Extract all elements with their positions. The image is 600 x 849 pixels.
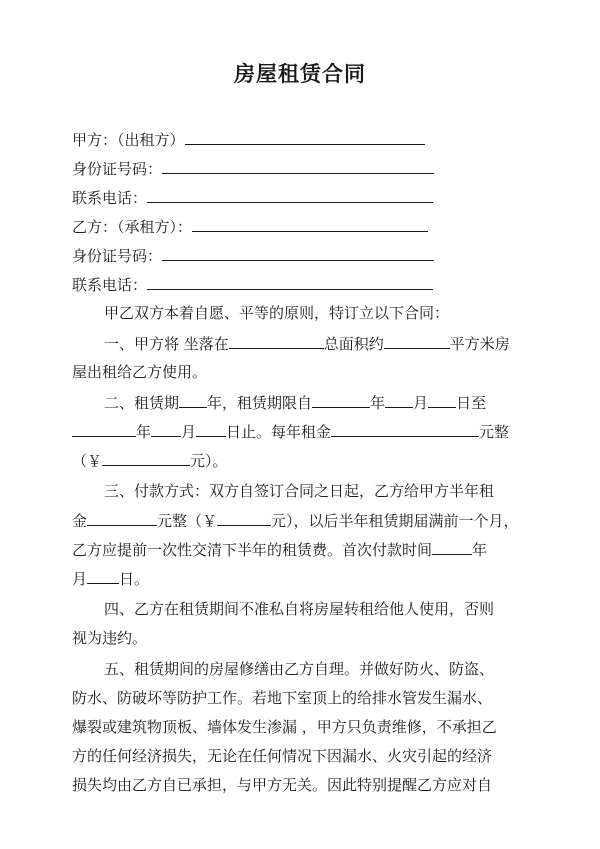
- clause-4-line-2: 视为违约。: [72, 629, 148, 647]
- half-year-rent-amount-blank[interactable]: [217, 509, 271, 526]
- id-a-blank[interactable]: [162, 157, 434, 174]
- phone-b-label: 联系电话：: [72, 276, 148, 294]
- party-a-label: 甲方：（出租方）: [72, 131, 185, 149]
- end-year-blank[interactable]: [72, 420, 136, 437]
- contract-title: 房屋租赁合同: [234, 61, 366, 86]
- end-month-blank[interactable]: [151, 420, 181, 437]
- id-a-label: 身份证号码：: [72, 160, 163, 178]
- location-blank[interactable]: [229, 332, 324, 349]
- clause-2-text-e: 日至: [456, 394, 487, 412]
- area-blank[interactable]: [384, 332, 450, 349]
- clause-3-line-2: [72, 509, 519, 532]
- id-b-line: [72, 244, 434, 267]
- clause-1-text-a: 一、甲方将 坐落在: [104, 335, 229, 353]
- clause-5-line-4: 方的任何经济损失，无论在任何情况下因漏水、火灾引起的经济: [72, 747, 493, 765]
- clause-5-line-2: 防水、防破坏等防护工作。若地下室顶上的给排水管发生漏水、: [72, 689, 493, 707]
- half-year-rent-blank[interactable]: [87, 509, 157, 526]
- clause-3-text-h: 日。: [119, 570, 150, 588]
- clause-2-text-i: 元整: [479, 423, 510, 441]
- clause-3-text-d: 元），以后半年租赁期届满前一个月，: [271, 512, 519, 530]
- clause-5-line-5: 损失均由乙方自已承担，与甲方无关。因此特别提醒乙方应对自: [72, 776, 493, 794]
- clause-3-line-1: 三、付款方式：双方自签订合同之日起，乙方给甲方半年租: [104, 482, 495, 500]
- clause-3-text-f: 年: [472, 541, 488, 559]
- clause-1-line-2: 屋出租给乙方使用。: [72, 363, 208, 381]
- party-b-line: [72, 215, 428, 238]
- clause-1-line-1: [104, 332, 510, 355]
- clause-2-line-1: [104, 391, 486, 414]
- phone-a-label: 联系电话：: [72, 189, 148, 207]
- lease-years-blank[interactable]: [179, 391, 207, 408]
- party-b-label: 乙方：（承租方）：: [72, 218, 193, 236]
- clause-2-text-b: 年，租赁期限自: [207, 394, 313, 412]
- clause-1-text-c: 平方米房: [449, 335, 510, 353]
- phone-b-line: [72, 273, 433, 296]
- phone-a-blank[interactable]: [147, 186, 433, 203]
- clause-2-text-k: 元）。: [190, 452, 228, 470]
- clause-3-text-e: 乙方应提前一次性交清下半年的租赁费。首次付款时间: [72, 541, 433, 559]
- clause-4-line-1: 四、乙方在租赁期间不准私自将房屋转租给他人使用，否则: [104, 600, 495, 618]
- start-month-blank[interactable]: [385, 391, 413, 408]
- annual-rent-blank[interactable]: [331, 420, 479, 437]
- phone-b-blank[interactable]: [147, 273, 433, 290]
- clause-2-text-g: 月: [181, 423, 197, 441]
- clause-2-line-2: [72, 420, 509, 443]
- phone-a-line: [72, 186, 433, 209]
- clause-2-text-d: 月: [413, 394, 429, 412]
- end-day-blank[interactable]: [196, 420, 226, 437]
- clause-2-text-a: 二、租赁期: [104, 394, 180, 412]
- clause-2-text-h: 日止。每年租金: [226, 423, 332, 441]
- clause-5-line-1: 五、租赁期间的房屋修缮由乙方自理。并做好防火、防盗、: [104, 660, 495, 678]
- clause-2-text-c: 年: [370, 394, 386, 412]
- annual-rent-amount-blank[interactable]: [102, 449, 190, 466]
- first-pay-month-blank[interactable]: [87, 567, 119, 584]
- clause-3-line-3: [72, 538, 487, 561]
- clause-1-text-b: 总面积约: [323, 335, 384, 353]
- start-day-blank[interactable]: [428, 391, 456, 408]
- party-a-blank[interactable]: [185, 128, 425, 145]
- clause-3-text-g: 月: [72, 570, 88, 588]
- first-pay-year-blank[interactable]: [432, 538, 472, 555]
- party-a-line: [72, 128, 425, 151]
- clause-2-text-f: 年: [136, 423, 152, 441]
- start-year-blank[interactable]: [312, 391, 370, 408]
- id-b-label: 身份证号码：: [72, 247, 163, 265]
- id-b-blank[interactable]: [162, 244, 434, 261]
- clause-2-line-3: [72, 449, 228, 472]
- clause-3-text-b: 金: [72, 512, 88, 530]
- clause-3-text-c: 元整（￥: [157, 512, 218, 530]
- party-b-blank[interactable]: [192, 215, 428, 232]
- clause-2-text-j: （￥: [72, 452, 103, 470]
- clause-3-line-4: [72, 567, 149, 590]
- id-a-line: [72, 157, 434, 180]
- intro-line: 甲乙双方本着自愿、平等的原则，特订立以下合同：: [104, 304, 450, 322]
- clause-5-line-3: 爆裂或建筑物顶板、墙体发生渗漏 ，甲方只负责维修，不承担乙: [72, 718, 497, 736]
